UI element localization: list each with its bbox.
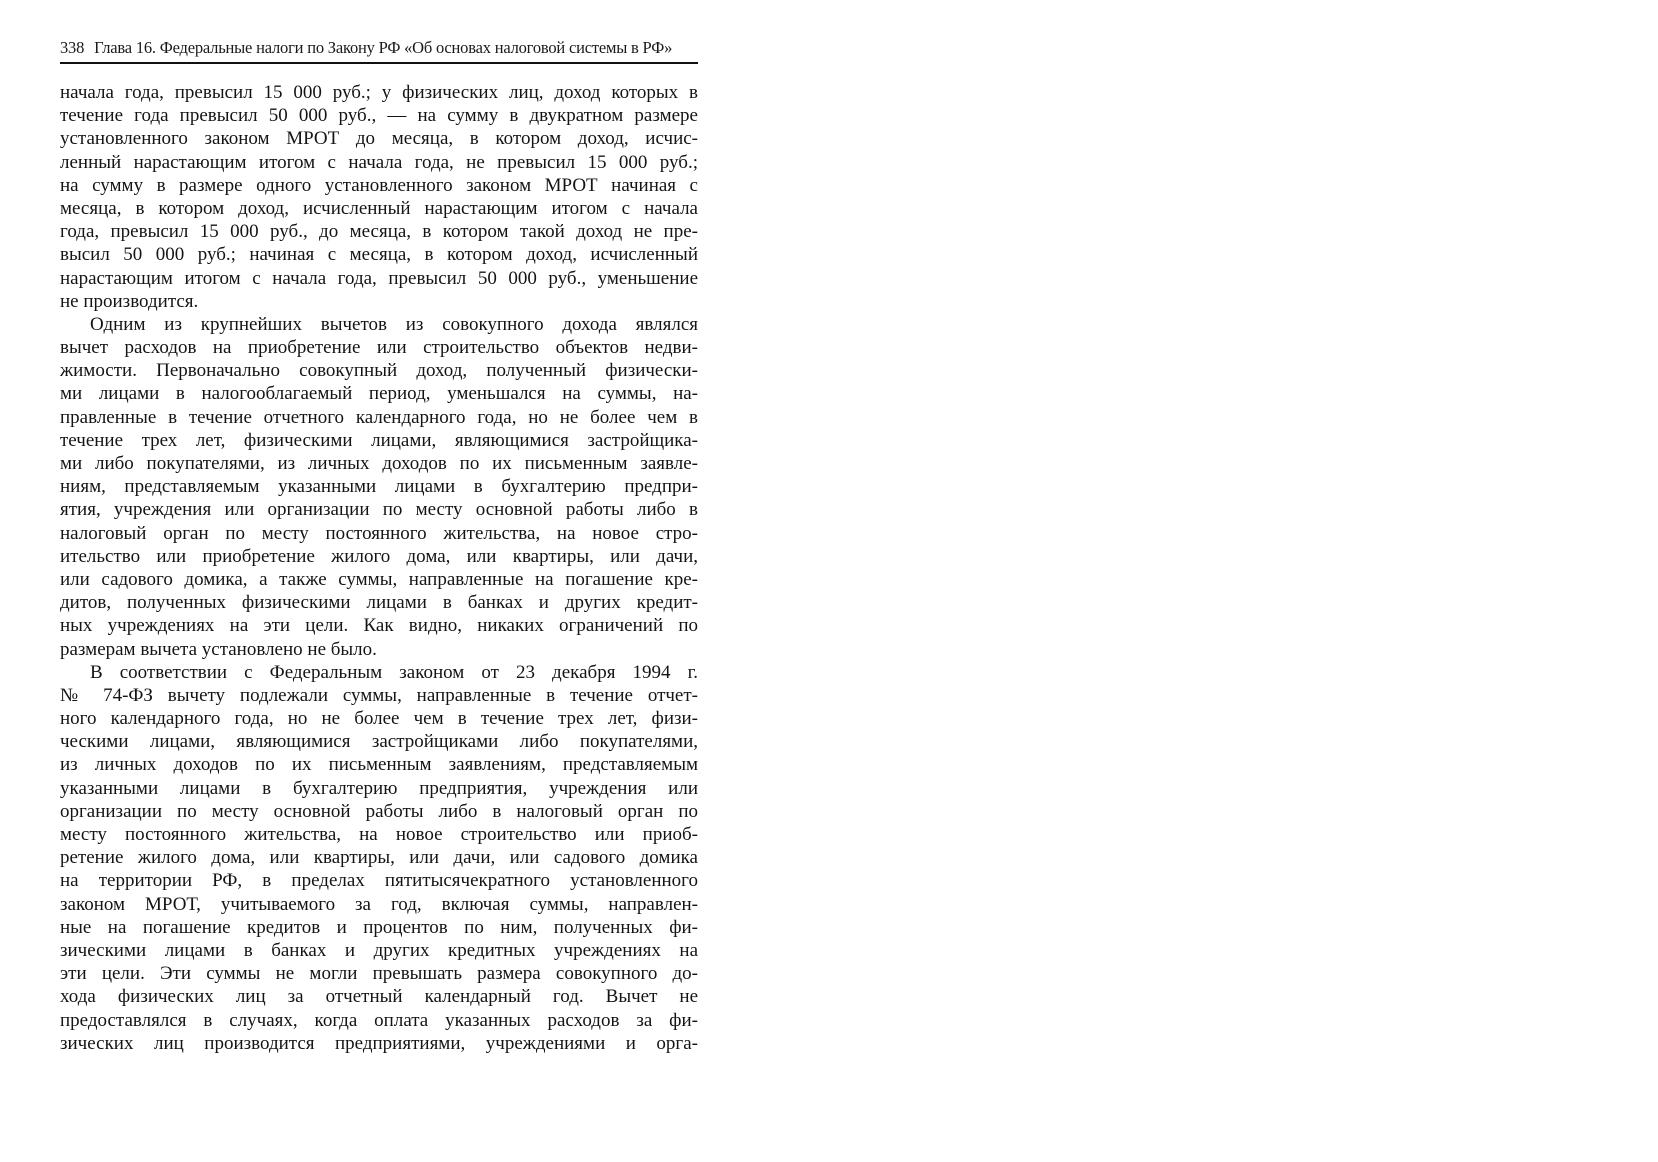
text-line: зических лиц производится предприятиями, учреждениями и орга- — [60, 1032, 698, 1054]
paragraph — [60, 661, 698, 1055]
text-line: Одним из крупнейших вычетов из совокупного дохода являлся — [90, 313, 698, 335]
text-line: ленный нарастающим итогом с начала года, не превысил 15 000 руб.; — [60, 151, 698, 173]
text-line: законом МРОТ, учитываемого за год, включая суммы, направлен- — [60, 893, 698, 915]
text-line: ятия, учреждения или организации по месту основной работы либо в — [60, 499, 698, 521]
text-line: хода физических лиц за отчетный календарный год. Вычет не — [60, 986, 698, 1008]
text-line: ниям, представляемым указанными лицами в бухгалтерию предпри- — [60, 476, 698, 498]
text-line: правленные в течение отчетного календарного года, но не более чем в — [60, 406, 698, 428]
text-line: указанными лицами в бухгалтерию предприятия, учреждения или — [60, 777, 698, 799]
running-title: Глава 16. Федеральные налоги по Закону РФ «Об основах налоговой системы в РФ» — [94, 38, 673, 57]
text-line: размерам вычета установлено не было. — [60, 638, 377, 660]
text-line: нарастающим итогом с начала года, превысил 50 000 руб., уменьшение — [60, 267, 698, 289]
running-header — [60, 38, 698, 64]
text-line: дитов, полученных физическими лицами в банках и других кредит- — [60, 592, 698, 614]
text-line: начала года, превысил 15 000 руб.; у физических лиц, доход которых в — [60, 82, 698, 103]
text-line: вычет расходов на приобретение или строительство объектов недви- — [60, 337, 698, 359]
text-line: № 74-ФЗ вычету подлежали суммы, направленные в течение отчет- — [60, 684, 698, 706]
text-line: ми либо покупателями, из личных доходов по их письменным заявле- — [60, 453, 698, 474]
text-line: зическими лицами в банках и других кредитных учреждениях на — [60, 939, 698, 961]
text-line: эти цели. Эти суммы не могли превышать размера совокупного до- — [60, 963, 698, 985]
text-line: налоговый орган по месту постоянного жительства, на новое стро- — [60, 522, 698, 544]
text-line: на территории РФ, в пределах пятитысячекратного установленного — [60, 870, 698, 892]
text-line: ные на погашение кредитов и процентов по ним, полученных фи- — [60, 916, 698, 938]
text-line: ческими лицами, являющимися застройщиками либо покупателями, — [60, 731, 698, 753]
paragraph — [60, 81, 698, 313]
book-page — [60, 38, 698, 1055]
text-line: из личных доходов по их письменным заявлениям, представляемым — [60, 754, 698, 776]
text-line: года, превысил 15 000 руб., до месяца, в котором такой доход не пре- — [60, 221, 698, 243]
text-line: В соответствии с Федеральным законом от 23 декабря 1994 г. — [90, 661, 698, 683]
text-line: ительство или приобретение жилого дома, или квартиры, или дачи, — [60, 545, 698, 567]
text-line: течение трех лет, физическими лицами, являющимися застройщика- — [60, 429, 698, 451]
page-number: 338 — [60, 38, 85, 57]
text-line: или садового домика, а также суммы, направленные на погашение кре- — [60, 568, 698, 590]
text-line: не производится. — [60, 290, 199, 312]
text-line: ных учреждениях на эти цели. Как видно, никаких ограничений по — [60, 615, 698, 637]
text-line: месту постоянного жительства, на новое строительство или приоб- — [60, 824, 698, 845]
text-line: на сумму в размере одного установленного законом МРОТ начиная с — [60, 174, 698, 196]
text-line: установленного законом МРОТ до месяца, в котором доход, исчис- — [60, 128, 698, 150]
text-line: высил 50 000 руб.; начиная с месяца, в котором доход, исчисленный — [60, 244, 698, 266]
paragraph — [60, 313, 698, 661]
text-line: течение года превысил 50 000 руб., — на сумму в двукратном размере — [60, 105, 698, 127]
text-line: ретение жилого дома, или квартиры, или дачи, или садового домика — [60, 847, 698, 869]
text-line: месяца, в котором доход, исчисленный нарастающим итогом с начала — [60, 197, 698, 219]
body-text — [60, 81, 698, 1055]
text-line: ного календарного года, но не более чем в течение трех лет, физи- — [60, 708, 698, 730]
text-line: жимости. Первоначально совокупный доход, полученный физически- — [60, 360, 698, 382]
text-line: ми лицами в налогооблагаемый период, уменьшался на суммы, на- — [60, 383, 698, 405]
text-line: организации по месту основной работы либо в налоговый орган по — [60, 800, 698, 822]
text-line: предоставлялся в случаях, когда оплата указанных расходов за фи- — [60, 1009, 698, 1031]
